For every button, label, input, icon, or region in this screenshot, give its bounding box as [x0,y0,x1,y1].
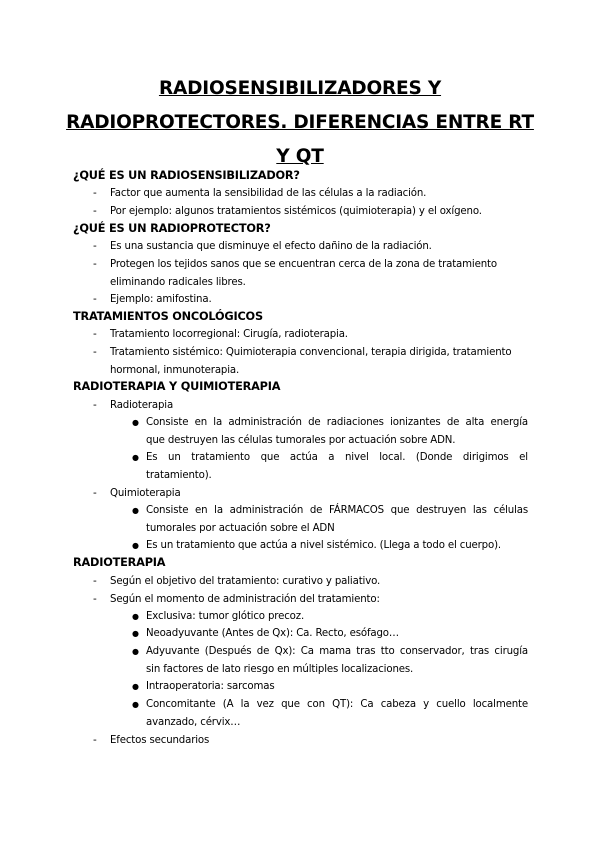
bullet-line: Exclusiva: tumor glótico precoz. [146,611,305,622]
bullet-marker: ● [132,682,139,691]
dash-marker: - [93,293,97,305]
dash-marker: - [93,593,97,605]
bullet-line: que destruyen las células tumorales por actuación sobre ADN. [146,434,456,446]
dash-marker: - [93,258,97,270]
list-item: Por ejemplo: algunos tratamientos sistémicos (quimioterapia) y el oxígeno. [110,206,482,217]
dash-marker: - [93,487,97,499]
list-item: Efectos secundarios [110,735,210,746]
list-item: Ejemplo: amifostina. [110,294,212,305]
bullet-line: Adyuvante (Después de Qx): Ca mama tras tto conservador, tras cirugía [146,646,528,657]
bullet-line: avanzado, cérvix… [146,716,241,728]
bullet-item [146,678,528,696]
section-heading: RADIOTERAPIA Y QUIMIOTERAPIA [73,380,281,393]
section-heading: ¿QUÉ ES UN RADIOSENSIBILIZADOR? [73,169,300,182]
list-item: Según el momento de administración del tratamiento: [110,594,380,605]
dash-marker: - [93,187,97,199]
section-heading: ¿QUÉ ES UN RADIOPROTECTOR? [73,222,271,235]
dash-marker: - [93,734,97,746]
bullet-item [146,643,528,678]
bullet-item [146,502,528,537]
section-heading: TRATAMIENTOS ONCOLÓGICOS [73,310,263,323]
list-item-line: Tratamiento sistémico: Quimioterapia convencional, terapia dirigida, tratamiento [110,347,512,358]
bullet-line: Neoadyuvante (Antes de Qx): Ca. Recto, esófago… [146,628,399,639]
list-item: Tratamiento locorregional: Cirugía, radioterapia. [110,329,348,340]
dash-marker: - [93,575,97,587]
bullet-item [146,608,528,626]
bullet-marker: ● [132,541,139,550]
bullet-item [146,696,528,731]
list-item: Factor que aumenta la sensibilidad de las células a la radiación. [110,188,427,199]
bullet-line: Concomitante (A la vez que con QT): Ca cabeza y cuello localmente [146,699,528,710]
bullet-line: Consiste en la administración de radiaciones ionizantes de alta energía [146,417,528,428]
bullet-line: Consiste en la administración de FÁRMACOS que destruyen las células [146,505,528,516]
dash-marker: - [93,399,97,411]
bullet-line: Intraoperatoria: sarcomas [146,681,275,692]
title-line: RADIOSENSIBILIZADORES Y [158,78,442,99]
list-item-line: Protegen los tejidos sanos que se encuentran cerca de la zona de tratamiento [110,259,497,270]
list-item [110,256,528,291]
dash-marker: - [93,328,97,340]
bullet-item [146,537,528,555]
list-item-line: hormonal, inmunoterapia. [110,364,240,376]
list-item-line: eliminando radicales libres. [110,276,246,288]
bullet-marker: ● [132,647,139,656]
bullet-marker: ● [132,612,139,621]
bullet-line: tratamiento). [146,469,212,481]
bullet-line: tumorales por actuación sobre el ADN [146,522,335,534]
list-item: Radioterapia [110,400,174,411]
list-item: Es una sustancia que disminuye el efecto dañino de la radiación. [110,241,432,252]
dash-marker: - [93,346,97,358]
bullet-marker: ● [132,700,139,709]
bullet-marker: ● [132,418,139,427]
bullet-item [146,449,528,484]
title-line: RADIOPROTECTORES. DIFERENCIAS ENTRE RT [66,112,534,133]
section-heading: RADIOTERAPIA [73,556,166,569]
bullet-item [146,414,528,449]
bullet-line: sin factores de lato riesgo en múltiples localizaciones. [146,663,414,675]
bullet-line: Es un tratamiento que actúa a nivel sistémico. (Llega a todo el cuerpo). [146,540,501,551]
list-item: Quimioterapia [110,488,181,499]
bullet-item [146,625,528,643]
title-line: Y QT [276,146,324,167]
list-item [110,344,528,379]
dash-marker: - [93,240,97,252]
bullet-marker: ● [132,629,139,638]
bullet-line: Es un tratamiento que actúa a nivel local. (Donde dirigimos el [146,452,528,463]
page-title [60,72,540,174]
bullet-marker: ● [132,453,139,462]
list-item: Según el objetivo del tratamiento: curativo y paliativo. [110,576,381,587]
bullet-marker: ● [132,506,139,515]
dash-marker: - [93,205,97,217]
